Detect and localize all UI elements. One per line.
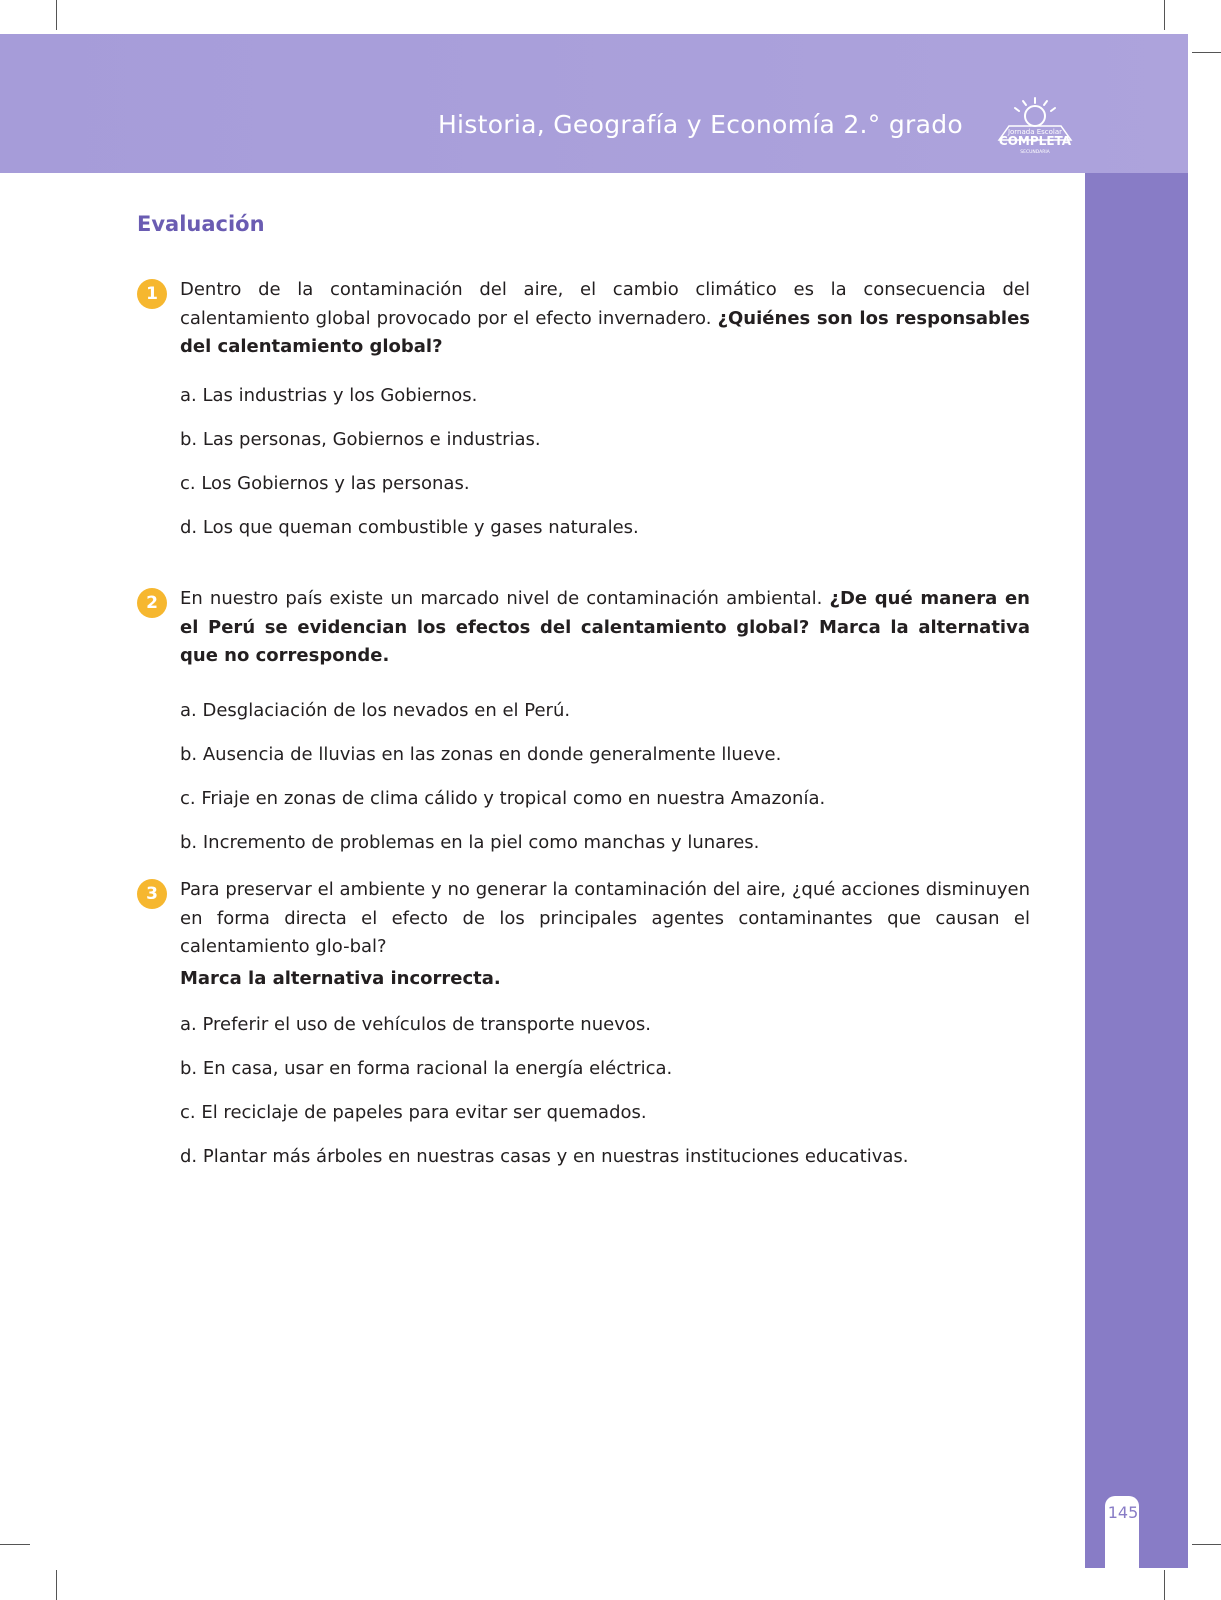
side-band (1085, 173, 1188, 1568)
option-a[interactable]: a. Preferir el uso de vehículos de transporte nuevos. (180, 1013, 651, 1035)
crop-mark (1164, 0, 1165, 30)
option-d[interactable]: d. Plantar más árboles en nuestras casas y en nuestras instituciones educativas. (180, 1145, 909, 1167)
question-2 (137, 585, 1030, 875)
question-number-badge: 1 (137, 279, 167, 309)
logo-line3: SECUNDARIA (1020, 150, 1050, 155)
option-c[interactable]: c. Los Gobiernos y las personas. (180, 472, 470, 494)
option-a[interactable]: a. Desglaciación de los nevados en el Perú. (180, 699, 571, 721)
option-list (180, 1013, 1030, 1169)
logo-line1: Jornada Escolar (1007, 128, 1063, 136)
crop-mark (56, 1570, 57, 1600)
option-d[interactable]: d. Los que queman combustible y gases naturales. (180, 516, 639, 538)
question-text-regular: Dentro de la contaminación del aire, el cambio climático es la consecuencia del calentamiento global provocado por el efecto invernadero. (180, 279, 1030, 329)
logo-line2: COMPLETA (998, 134, 1072, 148)
page-number: 145 (1107, 1503, 1139, 1522)
option-list (180, 384, 1030, 540)
crop-mark (56, 0, 57, 30)
option-a[interactable]: a. Las industrias y los Gobiernos. (180, 384, 478, 406)
option-c[interactable]: c. El reciclaje de papeles para evitar ser quemados. (180, 1101, 647, 1123)
crop-mark (0, 1544, 30, 1545)
question-text (180, 585, 1030, 671)
question-1 (137, 276, 1030, 560)
question-text-bold: ¿Quiénes son los responsables del calentamiento global? (180, 307, 1030, 357)
section-title: Evaluación (137, 212, 265, 236)
question-text: Para preservar el ambiente y no generar la contaminación del aire, ¿qué acciones disminuyen en forma directa el efecto de los principales agentes contaminantes que causan el calentamiento glo-bal? (180, 879, 1030, 957)
question-text (180, 276, 1030, 362)
crop-mark (1164, 1570, 1165, 1600)
question-3 (137, 876, 1030, 1189)
crop-mark (1192, 1544, 1221, 1545)
crop-mark (1192, 52, 1221, 53)
question-number-badge: 3 (137, 879, 167, 909)
question-number-badge: 2 (137, 588, 167, 618)
header-title: Historia, Geografía y Economía 2.° grado (437, 110, 963, 139)
option-b[interactable]: b. Ausencia de lluvias en las zonas en donde generalmente llueve. (180, 743, 782, 765)
option-b[interactable]: b. Las personas, Gobiernos e industrias. (180, 428, 541, 450)
option-b-second[interactable]: b. Incremento de problemas en la piel como manchas y lunares. (180, 831, 760, 853)
question-text-regular: En nuestro país existe un marcado nivel de contaminación ambiental. (180, 588, 823, 609)
option-b[interactable]: b. En casa, usar en forma racional la energía eléctrica. (180, 1057, 673, 1079)
question-instruction: Marca la alternativa incorrecta. (180, 967, 501, 989)
question-text-bold: ¿De qué manera en el Perú se evidencian los efectos del calentamiento global? Marca la alternativa que no corresponde. (180, 588, 1030, 666)
option-list (180, 699, 1030, 855)
option-c[interactable]: c. Friaje en zonas de clima cálido y tropical como en nuestra Amazonía. (180, 787, 826, 809)
jornada-escolar-logo (995, 96, 1075, 156)
